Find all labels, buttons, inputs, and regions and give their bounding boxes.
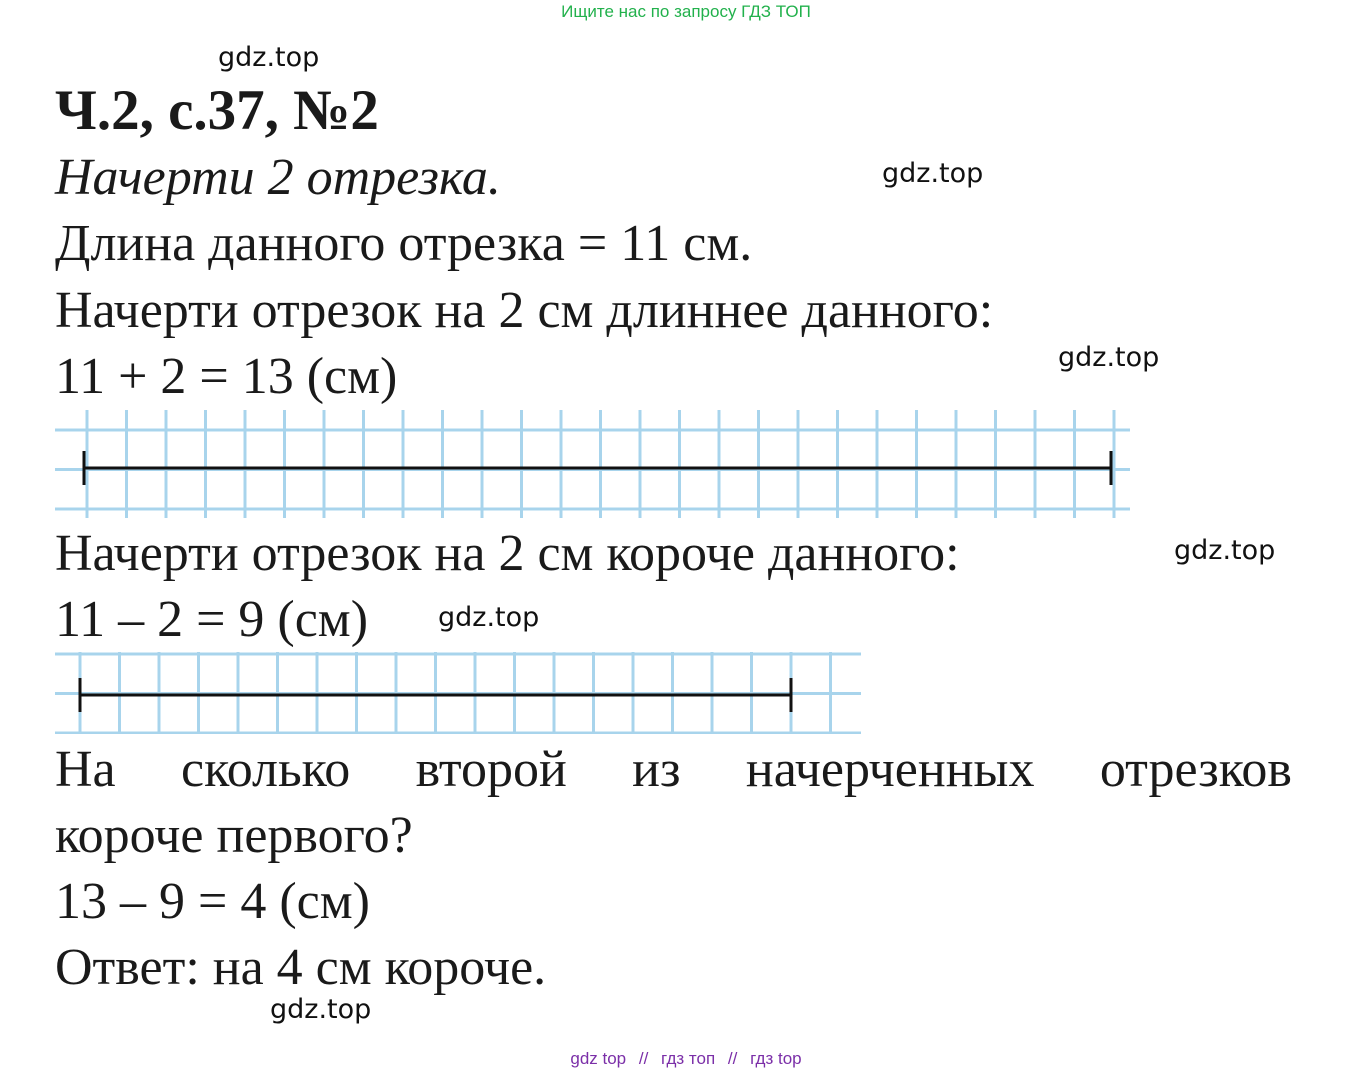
given-length: Длина данного отрезка = 11 см. [55,215,753,272]
longer-prompt: Начерти отрезок на 2 см длиннее данного: [55,282,994,339]
task-statement: Начерти 2 отрезка. [55,149,501,206]
footer-link[interactable]: gdz top [570,1049,627,1068]
answer: Ответ: на 4 см короче. [55,939,547,996]
watermark: gdz.top [270,994,372,1025]
grid-lines [55,652,861,734]
footer-separator: // [727,1049,738,1068]
watermark: gdz.top [438,602,540,633]
difference-calculation: 13 – 9 = 4 (см) [55,873,370,930]
footer-links [0,1049,1372,1069]
question-line-2: короче первого? [55,807,413,864]
question-word: из [632,741,681,798]
shorter-prompt: Начерти отрезок на 2 см короче данного: [55,525,960,582]
page-title: Ч.2, с.37, №2 [55,79,379,142]
question-word: На [55,741,116,798]
segment-grid-9cm [55,652,861,734]
grid-shorter-segment [55,652,861,734]
longer-calculation: 11 + 2 = 13 (см) [55,348,398,405]
watermark: gdz.top [218,42,320,73]
question-word: второй [415,741,567,798]
footer-link[interactable]: гдз топ [661,1049,716,1068]
question-line-1 [55,740,1292,799]
footer-separator: // [638,1049,649,1068]
watermark: gdz.top [882,158,984,189]
watermark: gdz.top [1174,535,1276,566]
shorter-calculation: 11 – 2 = 9 (см) [55,591,369,648]
watermark: gdz.top [1058,342,1160,373]
segment-grid-13cm [55,410,1130,518]
search-hint-banner: Ищите нас по запросу ГДЗ ТОП [561,2,811,21]
question-word: сколько [181,741,351,798]
question-word: отрезков [1099,741,1292,798]
question-word: начерченных [745,741,1035,798]
footer-link[interactable]: гдз top [750,1049,802,1068]
grid-longer-segment [55,410,1130,518]
grid-lines [55,410,1130,518]
